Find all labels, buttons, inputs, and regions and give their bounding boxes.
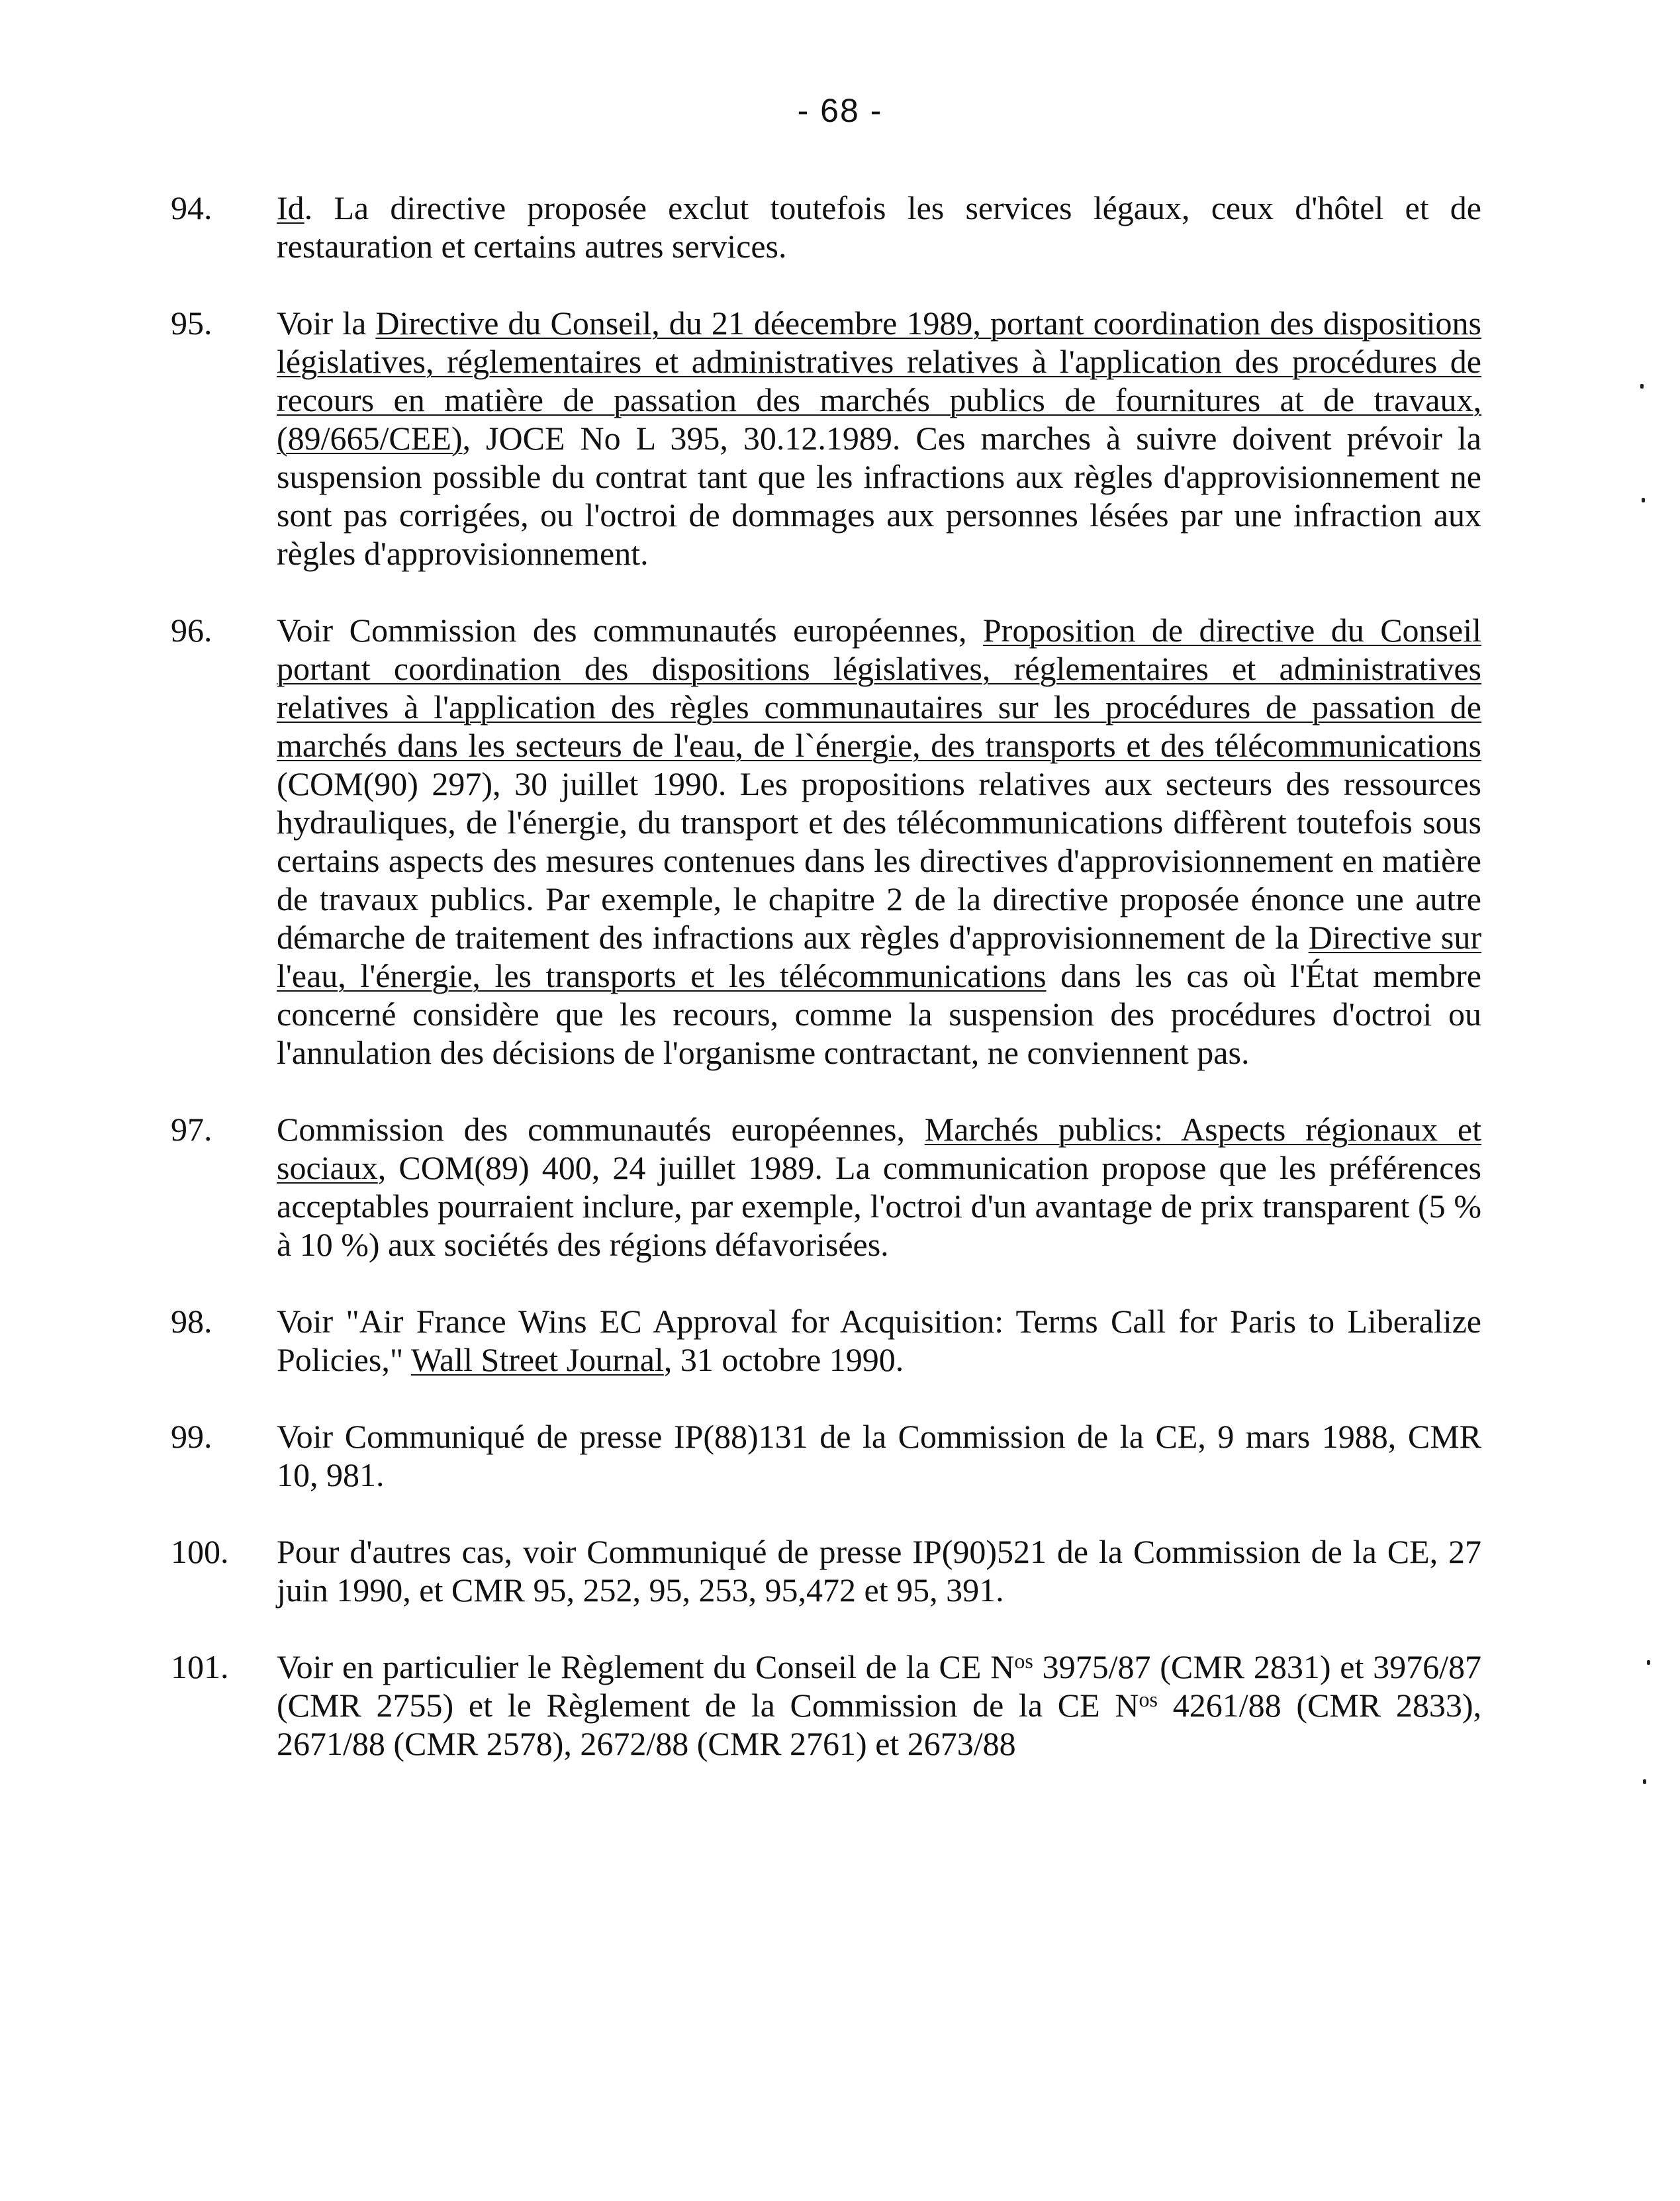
scan-speck (1640, 384, 1644, 389)
footnote-number: 99. (171, 1418, 212, 1455)
footnote-text (277, 304, 1481, 572)
underlined-citation: Id (277, 189, 304, 226)
footnote-number: 97. (171, 1111, 212, 1148)
text-run: Pour d'autres cas, voir Communiqué de presse IP(90)521 de la Commission de la CE, 27 juin 1990, et CMR 95, 252, 95, 253, 95,472 et 95, 391. (277, 1533, 1481, 1609)
footnote-text (277, 1418, 1481, 1493)
text-run: dans les cas où l'État membre concerné considère que les recours, comme la suspension des procédures d'octroi ou l'annulation des décisions de l'organisme contractant, ne conviennent pas. (277, 957, 1481, 1071)
footnote-text (277, 1533, 1481, 1609)
superscript: os (1139, 1687, 1158, 1711)
footnotes-list (171, 189, 1481, 1801)
scan-speck (1642, 498, 1645, 502)
text-run: Voir Communiqué de presse IP(88)131 de la Commission de la CE, 9 mars 1988, CMR 10, 981. (277, 1418, 1481, 1493)
footnote-94 (171, 189, 1481, 265)
text-run: 3975/87 (CMR 2831) et 3976/87 (CMR 2755) et le Règlement de la Commission de la CE N (277, 1648, 1481, 1724)
text-run: Voir Commission des communautés européennes, (277, 612, 983, 649)
footnote-99 (171, 1417, 1481, 1494)
underlined-citation: Directive du Conseil, du 21 déecembre 1989, portant coordination des dispositions législatives, réglementaires et administratives relatives à l'application des procédures de recours en matière de passation des marchés publics de fournitures at de travaux, (89/665/CEE) (277, 304, 1481, 457)
underlined-citation: Proposition de directive du Conseil portant coordination des dispositions législatives, réglementaires et administratives relatives à l'application des règles communautaires sur les procédures de passation de marchés dans les secteurs de l'eau, de l`énergie, des transports et des télécommunications (277, 612, 1481, 764)
underlined-citation: Wall Street Journal (410, 1341, 664, 1378)
page-number: - 68 - (797, 92, 883, 129)
text-run: , JOCE No L 395, 30.12.1989. Ces marches à suivre doivent prévoir la suspension possible du contrat tant que les infractions aux règles d'approvisionnement ne sont pas corrigées, ou l'octroi de dommages aux personnes lésées par une infraction aux règles d'approvisionnement. (277, 420, 1481, 572)
footnote-number: 98. (171, 1303, 212, 1340)
text-run: , 31 octobre 1990. (663, 1341, 904, 1378)
underlined-citation: Marchés publics: Aspects régionaux et sociaux (277, 1111, 1481, 1186)
text-run: , COM(89) 400, 24 juillet 1989. La communication propose que les préférences acceptables pourraient inclure, par exemple, l'octroi d'un avantage de prix transparent (5 % à 10 %) aux sociétés des régions défavorisées. (277, 1149, 1481, 1263)
text-run: (COM(90) 297), 30 juillet 1990. Les propositions relatives aux secteurs des ressources hydrauliques, de l'énergie, du transport et des télécommunications diffèrent toutefois sous certains aspects des mesures contenues dans les directives d'approvisionnement en matière de travaux publics. Par exemple, le chapitre 2 de la directive proposée énonce une autre démarche de traitement des infractions aux règles d'approvisionnement de la (277, 765, 1481, 956)
scan-speck (1643, 1779, 1646, 1784)
footnote-text (277, 1303, 1481, 1378)
text-run: Voir la (277, 304, 376, 342)
footnote-number: 100. (171, 1533, 229, 1570)
footnote-97 (171, 1110, 1481, 1264)
footnote-text (277, 612, 1481, 1071)
footnote-98 (171, 1302, 1481, 1379)
text-run: Voir "Air France Wins EC Approval for Acquisition: Terms Call for Paris to Liberalize Policies," (277, 1303, 1481, 1378)
text-run: . La directive proposée exclut toutefois les services légaux, ceux d'hôtel et de restauration et certains autres services. (277, 189, 1481, 265)
superscript: os (1014, 1649, 1033, 1673)
footnote-number: 94. (171, 189, 212, 226)
footnote-96 (171, 611, 1481, 1072)
text-run: Voir en particulier le Règlement du Conseil de la CE N (277, 1648, 1015, 1685)
text-run: 4261/88 (CMR 2833), 2671/88 (CMR 2578), 2672/88 (CMR 2761) et 2673/88 (277, 1687, 1481, 1762)
scan-speck (1647, 1660, 1650, 1665)
text-run: Commission des communautés européennes, (277, 1111, 925, 1148)
footnote-text (277, 189, 1481, 265)
footnote-text (277, 1111, 1481, 1263)
footnote-number: 95. (171, 304, 212, 342)
footnote-number: 96. (171, 612, 212, 649)
underlined-citation: Directive sur l'eau, l'énergie, les transports et les télécommunications (277, 919, 1481, 994)
footnote-95 (171, 304, 1481, 573)
footnote-100 (171, 1532, 1481, 1609)
footnote-text (277, 1648, 1481, 1762)
footnote-number: 101. (171, 1648, 229, 1685)
footnote-101 (171, 1648, 1481, 1763)
